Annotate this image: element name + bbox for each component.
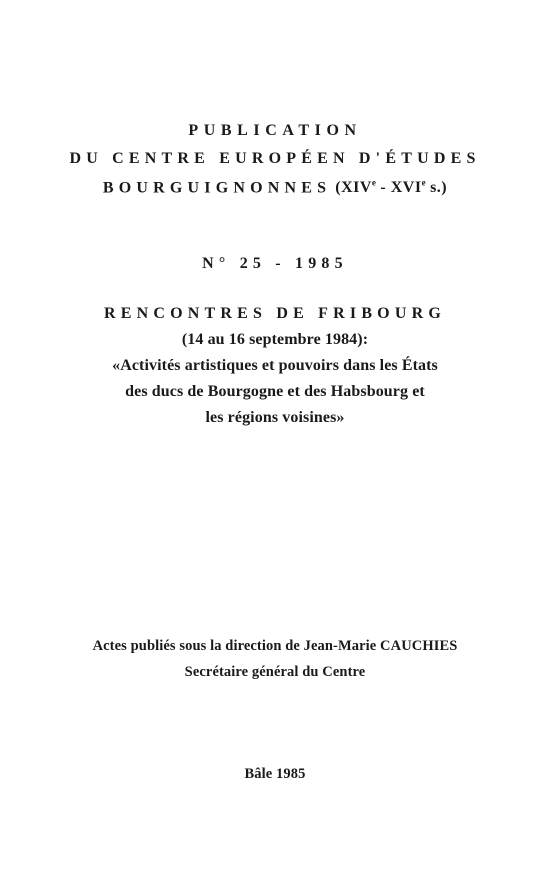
century-separator: - (380, 179, 387, 197)
centre-name: DU CENTRE EUROPÉEN D'ÉTUDES (69, 150, 481, 167)
imprint: Bâle 1985 (244, 766, 306, 782)
editor-role: Secrétaire général du Centre (184, 664, 366, 680)
century-range: (XIVe - XVIe s.) (335, 178, 448, 197)
centre-name-continued (0, 178, 550, 197)
issue-number: N° 25 - 1985 (202, 255, 348, 272)
meeting-dates: (14 au 16 septembre 1984): (181, 331, 369, 348)
century-end: XVI (390, 179, 422, 197)
publication-heading: PUBLICATION (188, 122, 362, 139)
century-start: XIV (341, 179, 372, 197)
centre-name-word: BOURGUIGNONNES (102, 179, 332, 197)
meeting-subtitle-line-3: les régions voisines» (205, 409, 345, 426)
century-start-sup: e (371, 178, 376, 188)
century-end-sup: e (421, 178, 426, 188)
meeting-subtitle-line-1: «Activités artistiques et pouvoirs dans les États (112, 357, 438, 374)
editor-line: Actes publiés sous la direction de Jean-Marie CAUCHIES (92, 638, 458, 654)
meeting-subtitle-line-2: des ducs de Bourgogne et des Habsbourg et (125, 383, 425, 400)
century-suffix: s.) (430, 179, 448, 197)
meeting-title: RENCONTRES DE FRIBOURG (104, 305, 446, 322)
